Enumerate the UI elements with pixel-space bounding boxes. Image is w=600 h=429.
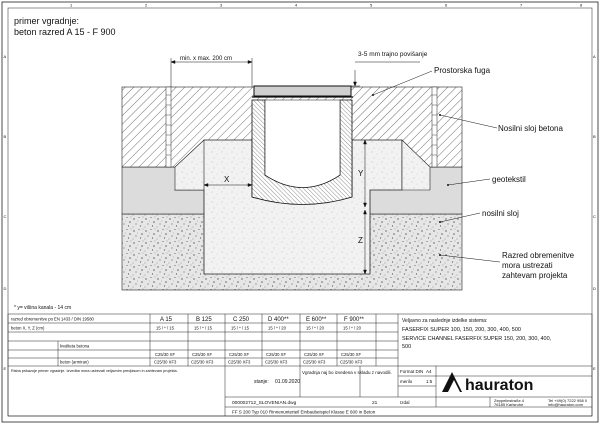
- table-cell: C25/30 XF: [192, 352, 213, 357]
- frame-number: 7: [520, 2, 523, 8]
- contact-line-1: Tel +49(0) 7222 958 0: [548, 398, 588, 403]
- frame-number: 2: [145, 2, 148, 8]
- product-title: Veljavno za naslednje izdelke sistema:: [402, 318, 488, 324]
- table-cell: C25/30 XF3: [303, 359, 326, 365]
- dimension-z-label: Z: [358, 236, 363, 245]
- frame-letter: B: [593, 134, 596, 139]
- table-cell: C25/30 XF: [304, 352, 325, 357]
- footnote: * y= višina kanala - 14 cm: [14, 305, 72, 311]
- product-line-2: SERVICE CHANNEL FASERFIX SUPER 150, 200, 300, 400,: [402, 336, 552, 342]
- callout-prostorska-fuga: Prostorska fuga: [434, 66, 491, 75]
- callout-nosilni-sloj-betona: Nosilni sloj betona: [498, 124, 563, 133]
- product-line-1: FASERFIX SUPER 100, 150, 200, 300, 400, 500: [402, 327, 521, 333]
- frame-letter: A: [593, 54, 596, 59]
- table-cell: C25/30 XF3: [154, 359, 177, 365]
- callout-razred-2: mora ustrezati: [502, 261, 553, 270]
- file-name: 000002712_SLOVENIAN.dwg: [232, 401, 297, 406]
- table-cell: 15 / * / 15: [156, 325, 174, 331]
- dimension-top-width-label: min. x max. 200 cm: [180, 56, 233, 62]
- grate: [254, 86, 351, 96]
- address-line-2: 76185 Karlsruhe: [494, 402, 524, 407]
- frame-number: 1: [70, 2, 73, 8]
- class-b125: B 125: [196, 317, 212, 323]
- table-cell: C25/30 XF3: [191, 359, 214, 365]
- logo-text: hauraton: [465, 377, 534, 394]
- row-label-xyz: beton X, Y, Z (cm): [11, 325, 45, 331]
- class-a15: A 15: [160, 317, 173, 323]
- merilo-label: merilo: [400, 379, 413, 384]
- table-cell: C25/30 XF3: [228, 359, 251, 365]
- class-c250: C 250: [233, 317, 250, 323]
- frame-letter: C: [3, 214, 7, 219]
- callout-nosilni-sloj: nosilni sloj: [482, 209, 519, 218]
- callout-geotekstil: geotekstil: [492, 175, 526, 184]
- frame-number: 6: [445, 2, 448, 8]
- format-label: Format DIN: [400, 369, 424, 374]
- stanje-value: 01.09.2020: [275, 379, 301, 385]
- frame-letter: E: [3, 366, 7, 371]
- frame-top-numbers: [70, 3, 583, 8]
- table-cell: 15 / * / 15: [231, 325, 249, 331]
- hauraton-logo: [442, 372, 533, 394]
- row-label-kvaliteta: kvaliteta betona: [60, 343, 90, 349]
- frame-letter: A: [3, 54, 7, 59]
- dimension-x-label: X: [224, 175, 230, 184]
- dimension-offset-label: 3-5 mm trajno povišanje: [358, 51, 428, 58]
- row-kvaliteta-values: [155, 352, 361, 357]
- frame-number: 3: [220, 2, 223, 8]
- address-line-1: Zeppelinstraße 4: [494, 398, 525, 403]
- callout-razred-1: Razred obremenitve: [502, 251, 575, 260]
- table-cell: C25/30 XF: [229, 352, 250, 357]
- table-cell: C25/30 XF: [155, 352, 176, 357]
- title-line-1: primer vgradnje:: [14, 16, 80, 26]
- table-cell: C25/30 XF: [266, 352, 287, 357]
- frame-number: 5: [370, 2, 373, 8]
- stanje-label: stanje:: [254, 379, 269, 385]
- table-cell: C25/30 XF3: [265, 359, 288, 365]
- title-line-2: beton razred A 15 - F 900: [14, 27, 116, 37]
- merilo-value: 1:5: [426, 379, 433, 384]
- row-label-beton: beton (armiran): [60, 359, 89, 365]
- frame-letter: D: [593, 286, 596, 291]
- frame-number: 8: [580, 2, 583, 8]
- table-cell: C25/30 XF3: [340, 359, 363, 365]
- table-cell: C25/30 XF: [341, 352, 362, 357]
- callout-razred-3: zahtevam projekta: [502, 271, 568, 280]
- class-e600: E 600**: [306, 317, 327, 323]
- channel-trough: [265, 100, 340, 188]
- dimension-top-width: [171, 58, 252, 87]
- frame-letter: C: [593, 214, 596, 219]
- contact-line-2: info@hauraton.com: [548, 402, 583, 407]
- frame-letter: D: [3, 286, 7, 291]
- table-cell: 15 / * / 20: [268, 325, 286, 331]
- table-cell: 15 / * / 15: [194, 325, 212, 331]
- format-value: A4: [426, 369, 432, 374]
- note-text: Risba prikazuje primer vgradnje. Izvedba mora ustrezati veljavnim predpisom in zahtevam projekta.: [11, 369, 178, 373]
- frame-letter: E: [593, 366, 596, 371]
- product-line-3: 500: [402, 344, 412, 350]
- frame-letter: B: [3, 134, 7, 139]
- table-cell: 15 / * / 20: [306, 325, 324, 331]
- row-xyz-values: [156, 326, 362, 331]
- izdal-label: Izdal: [400, 400, 410, 405]
- row-beton-values: [154, 360, 363, 365]
- vgradnja-label: Vgradnja naj bo izvedena v skladu z navodili.: [302, 370, 392, 375]
- class-d400: D 400**: [268, 317, 289, 323]
- dimension-y-label: Y: [358, 169, 364, 178]
- sheet-number: 21: [372, 401, 378, 406]
- frame-number: 4: [295, 2, 298, 8]
- table-header-label: razred obremenitve po EN 1433 / DIN 19580: [11, 316, 94, 322]
- bottom-caption: FF S 200 Typ 010 Rinnenunterteil Einbaubeispiel Klasse E 600 in Beton: [232, 409, 376, 415]
- table-cell: 15 / * / 20: [343, 325, 361, 331]
- dimension-offset: [350, 62, 420, 86]
- class-f900: F 900**: [344, 317, 365, 323]
